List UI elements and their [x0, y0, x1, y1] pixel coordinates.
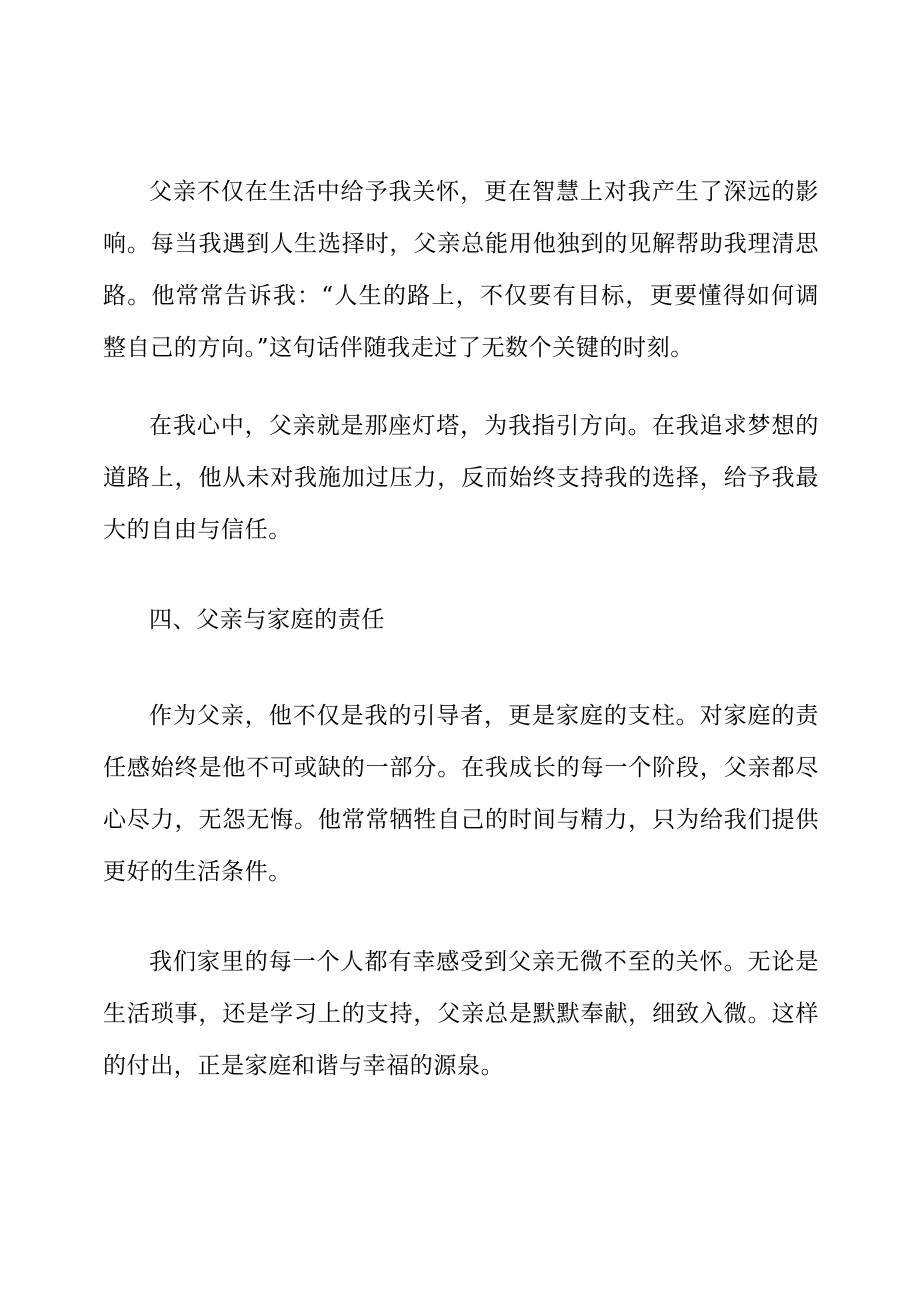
paragraph-family-pillar: 作为父亲，他不仅是我的引导者，更是家庭的支柱。对家庭的责任感始终是他不可或缺的一部分。在我成长的每一个阶段，父亲都尽心尽力，无怨无悔。他常常牺牲自己的时间与精力，只为给我们提供更好的生活条件。: [103, 703, 819, 885]
paragraph-family-care: 我们家里的每一个人都有幸感受到父亲无微不至的关怀。无论是生活琐事，还是学习上的支持，父亲总是默默奉献，细致入微。这样的付出，正是家庭和谐与幸福的源泉。: [103, 949, 819, 1079]
paragraph-father-wisdom: 父亲不仅在生活中给予我关怀，更在智慧上对我产生了深远的影响。每当我遇到人生选择时，父亲总能用他独到的见解帮助我理清思路。他常常告诉我：“人生的路上，不仅要有目标，更要懂得如何调整自己的方向。”这句话伴随我走过了无数个关键的时刻。: [103, 179, 819, 361]
paragraph-father-lighthouse: 在我心中，父亲就是那座灯塔，为我指引方向。在我追求梦想的道路上，他从未对我施加过压力，反而始终支持我的选择，给予我最大的自由与信任。: [103, 413, 819, 543]
section-heading: 四、父亲与家庭的责任: [149, 607, 385, 633]
